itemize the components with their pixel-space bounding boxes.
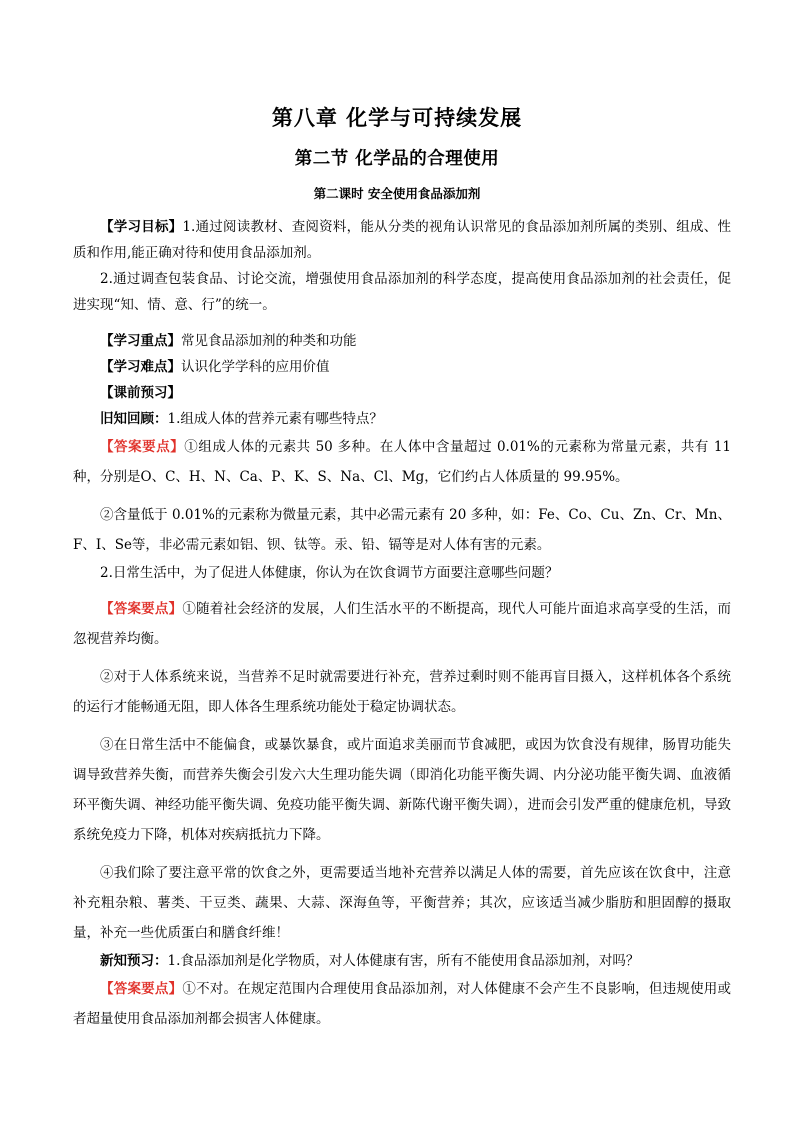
new-knowledge-label: 新知预习： xyxy=(100,953,168,969)
review-question-1 xyxy=(73,406,731,432)
review-answer-2a-text: ①随着社会经济的发展，人们生活水平的不断提高，现代人可能片面追求高享受的生活，而忽视营养均衡。 xyxy=(73,601,732,647)
review-answer-2c-text: ③在日常生活中不能偏食，或暴饮暴食，或片面追求美丽而节食减肥，或因为饮食没有规律，肠胃功能失调导致营养失衡，而营养失衡会引发六大生理功能失调（即消化功能平衡失调、内分泌功能平衡失调、血液循环平衡失调、神经功能平衡失调、免疫功能平衡失调、新陈代谢平衡失调），进而会引发严重的健康危机，导致系统免疫力下降，机体对疾病抵抗力下降。 xyxy=(73,737,731,843)
new-knowledge-question-1 xyxy=(73,948,731,974)
objectives-label: 【学习目标】 xyxy=(100,219,183,235)
key-point-label: 【学习重点】 xyxy=(100,333,181,349)
new-knowledge-answer-1-text: ①不对。在规定范围内合理使用食品添加剂，对人体健康不会产生不良影响，但违规使用或者超量使用食品添加剂都会损害人体健康。 xyxy=(73,981,732,1027)
review-question-2-text: 2.日常生活中，为了促进人体健康，你认为在饮食调节方面要注意哪些问题？ xyxy=(100,565,559,581)
difficulty-label: 【学习难点】 xyxy=(100,359,181,375)
review-question-1-text: 1.组成人体的营养元素有哪些特点？ xyxy=(167,411,383,427)
objectives-paragraph-1 xyxy=(73,214,731,266)
review-answer-1b xyxy=(73,500,731,560)
new-knowledge-answer-1 xyxy=(73,974,731,1034)
review-answer-1a xyxy=(73,432,731,492)
key-point-text: 常见食品添加剂的种类和功能 xyxy=(181,333,357,349)
review-answer-2b xyxy=(73,662,731,722)
review-question-2 xyxy=(73,560,731,586)
answer-label: 【答案要点】 xyxy=(100,981,183,997)
new-knowledge-question-1-text: 1.食品添加剂是化学物质，对人体健康有害，所有不能使用食品添加剂，对吗？ xyxy=(167,953,640,969)
review-answer-2d xyxy=(73,858,731,948)
preview-heading xyxy=(73,380,731,406)
lesson-title: 第二课时 安全使用食品添加剂 xyxy=(313,186,481,201)
review-answer-1b-text: ②含量低于 0.01%的元素称为微量元素，其中必需元素有 20 多种，如：Fe、Co、Cu、Zn、Cr、Mn、F、I、Se等，非必需元素如铝、钡、钛等。汞、铅、镉等是对人体有害的元素。 xyxy=(73,507,731,553)
review-answer-1a-text: ①组成人体的元素共 50 多种。在人体中含量超过 0.01%的元素称为常量元素，共有 11 种，分别是O、C、H、N、Ca、P、K、S、Na、Cl、Mg，它们约占人体质量的 99.95%。 xyxy=(73,439,731,485)
review-answer-2a xyxy=(73,594,731,654)
answer-label: 【答案要点】 xyxy=(100,439,185,455)
objectives-item-2: 2.通过调查包装食品、讨论交流，增强使用食品添加剂的科学态度，提高使用食品添加剂的社会责任，促进实现“知、情、意、行”的统一。 xyxy=(73,271,731,313)
objectives-paragraph-2 xyxy=(73,266,731,318)
answer-label: 【答案要点】 xyxy=(100,601,183,617)
preview-label: 【课前预习】 xyxy=(100,385,181,401)
objectives-item-1: 1.通过阅读教材、查阅资料，能从分类的视角认识常见的食品添加剂所属的类别、组成、性质和作用,能正确对待和使用食品添加剂。 xyxy=(73,219,731,261)
section-title: 第二节 化学品的合理使用 xyxy=(294,149,500,169)
review-label: 旧知回顾： xyxy=(100,411,168,427)
chapter-title: 第八章 化学与可持续发展 xyxy=(271,106,523,130)
review-answer-2d-text: ④我们除了要注意平常的饮食之外，更需要适当地补充营养以满足人体的需要，首先应该在饮食中，注意补充粗杂粮、薯类、干豆类、蔬果、大蒜、深海鱼等，平衡营养；其次，应该适当减少脂肪和胆固醇的摄取量，补充一些优质蛋白和膳食纤维！ xyxy=(73,865,731,941)
document-body xyxy=(73,214,731,1034)
review-answer-2c xyxy=(73,730,731,850)
review-answer-2b-text: ②对于人体系统来说，当营养不足时就需要进行补充，营养过剩时则不能再盲目摄入，这样机体各个系统的运行才能畅通无阻，即人体各生理系统功能处于稳定协调状态。 xyxy=(73,669,731,715)
difficulty-line xyxy=(73,354,731,380)
difficulty-text: 认识化学学科的应用价值 xyxy=(181,359,330,375)
key-point-line xyxy=(73,328,731,354)
